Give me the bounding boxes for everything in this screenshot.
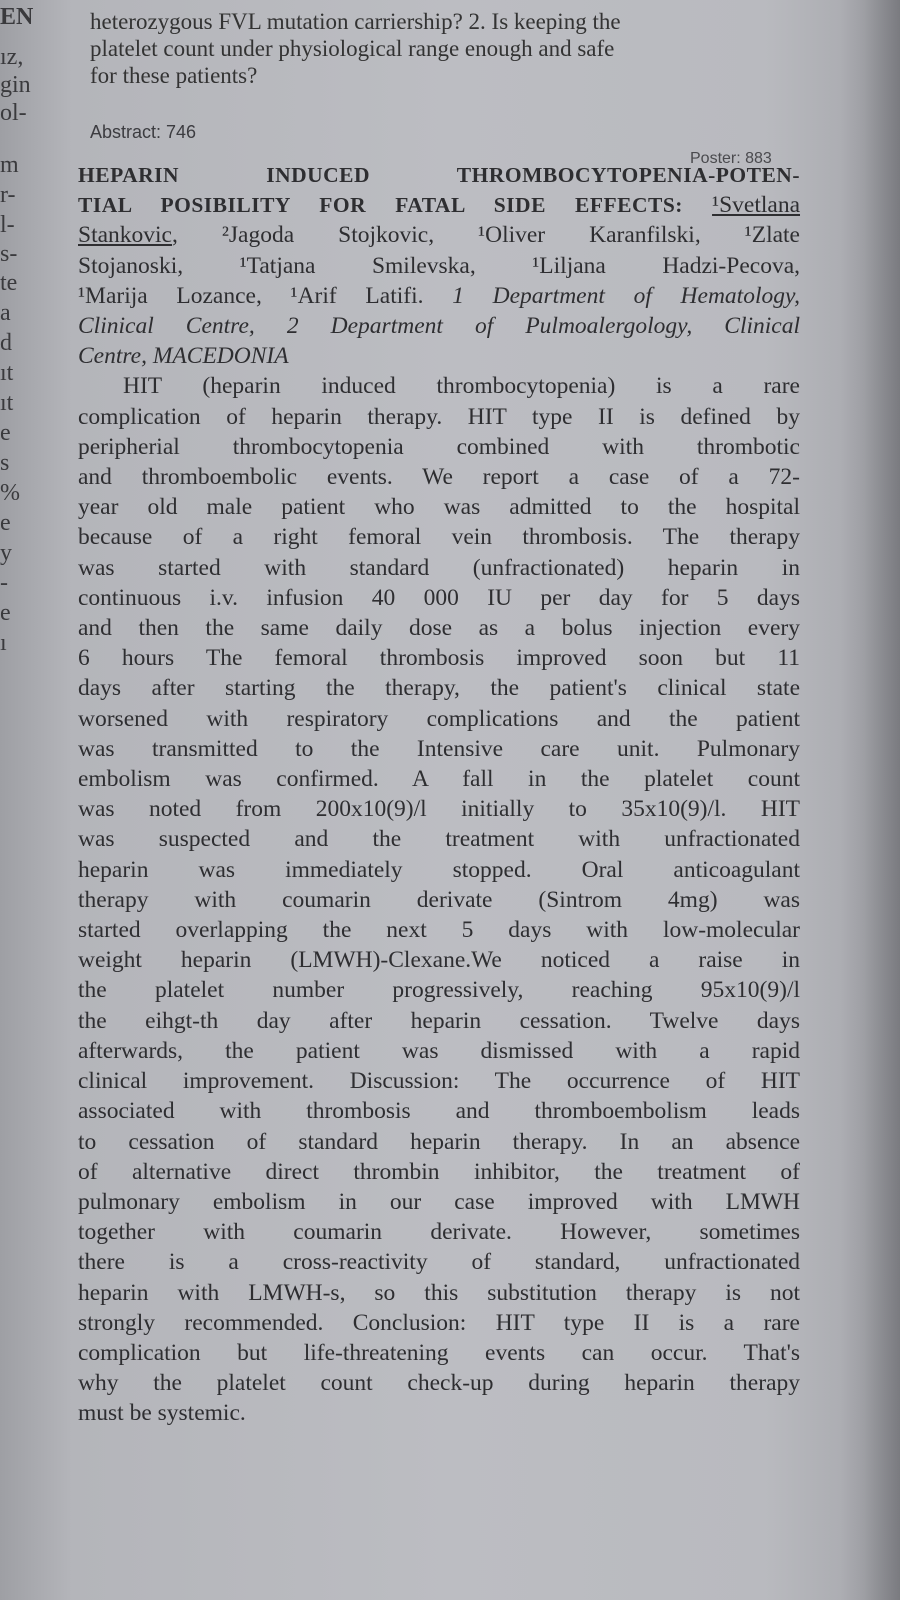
body-text-line: pulmonary embolism in our case improved with LMWH xyxy=(78,1188,800,1215)
left-column-fragment: s xyxy=(0,450,10,476)
left-column-fragment: d xyxy=(0,330,12,356)
previous-abstract-tail xyxy=(90,0,810,89)
abstract-title-line: HEPARIN INDUCED THROMBOCYTOPENIA-POTEN- xyxy=(78,163,800,187)
poster-number: Poster: 883 xyxy=(690,150,772,167)
left-column-fragment: ol- xyxy=(0,100,27,126)
body-text-line: to cessation of standard heparin therapy. In an absence xyxy=(78,1128,800,1155)
left-column-fragment: te xyxy=(0,270,18,296)
body-text-line: year old male patient who was admitted to the hospital xyxy=(78,494,800,521)
body-text-line: embolism was confirmed. A fall in the platelet count xyxy=(78,766,800,793)
body-text-line: continuous i.v. infusion 40 000 IU per day for 5 days xyxy=(78,584,800,611)
text-line: platelet count under physiological range enough and safe xyxy=(90,36,615,61)
left-column-fragment: % xyxy=(0,480,20,506)
abstract-title-line: TIAL POSIBILITY FOR FATAL SIDE EFFECTS: xyxy=(78,193,683,218)
body-text-line: HIT (heparin induced thrombocytopenia) is a rare xyxy=(123,373,800,400)
body-text-line: together with coumarin derivate. However, sometimes xyxy=(78,1219,800,1246)
affiliation-text: 1 Department of Hematology, xyxy=(452,282,800,309)
authors-affiliation-line xyxy=(78,281,800,311)
body-text-line: associated with thrombosis and thromboembolism leads xyxy=(78,1098,800,1125)
body-text-line: why the platelet count check-up during heparin therapy xyxy=(78,1370,800,1397)
left-column-fragment: l- xyxy=(0,212,15,238)
left-column-fragment: s- xyxy=(0,241,18,267)
body-text-line: was suspected and the treatment with unfractionated xyxy=(78,826,800,853)
left-column-fragment: ı xyxy=(0,630,7,656)
body-text-line: worsened with respiratory complications and the patient xyxy=(78,705,800,732)
body-text-line: the eihgt-th day after heparin cessation. Twelve days xyxy=(78,1007,800,1034)
text-line: heterozygous FVL mutation carriership? 2. Is keeping the xyxy=(90,9,621,34)
authors-text: , ²Jagoda Stojkovic, ¹Oliver Karanfilski, ¹Zlate xyxy=(172,222,800,249)
left-column-fragment: ız, xyxy=(0,44,24,70)
body-text-line: afterwards, the patient was dismissed with a rapid xyxy=(78,1037,800,1064)
authors-text: ¹Marija Lozance, ¹Arif Latifi. xyxy=(78,282,424,309)
left-column-fragment: y xyxy=(0,540,12,566)
body-text-line: of alternative direct thrombin inhibitor, the treatment of xyxy=(78,1158,800,1185)
text-line xyxy=(90,0,810,8)
body-text-line: peripherial thrombocytopenia combined with thrombotic xyxy=(78,433,800,460)
first-author-given-name: ¹Svetlana xyxy=(712,192,801,219)
body-text-line: and thromboembolic events. We report a case of a 72- xyxy=(78,464,800,491)
left-column-fragment: a xyxy=(0,300,11,326)
affiliation-line: Centre, MACEDONIA xyxy=(78,343,289,370)
left-column-fragment: e xyxy=(0,600,11,626)
abstract-body xyxy=(78,371,800,1398)
body-text-line: heparin was immediately stopped. Oral anticoagulant xyxy=(78,856,800,883)
body-text-line: started overlapping the next 5 days with low-molecular xyxy=(78,917,800,944)
left-column-fragment: m xyxy=(0,152,19,178)
left-column-fragment: gin xyxy=(0,72,31,98)
abstract-number: Abstract: 746 xyxy=(90,122,197,142)
authors-line: Stojanoski, ¹Tatjana Smilevska, ¹Liljana Hadzi-Pecova, xyxy=(78,252,800,279)
body-text-line: was noted from 200x10(9)/l initially to 35x10(9)/l. HIT xyxy=(78,796,800,823)
left-column-fragment: EN xyxy=(0,4,34,30)
body-text-line: strongly recommended. Conclusion: HIT type II is a rare xyxy=(78,1309,800,1336)
authors-line xyxy=(78,220,800,250)
body-text-line: complication of heparin therapy. HIT type II is defined by xyxy=(78,403,800,430)
body-text-line: heparin with LMWH-s, so this substitution therapy is not xyxy=(78,1279,800,1306)
body-text-line: there is a cross-reactivity of standard, unfractionated xyxy=(78,1249,800,1276)
body-text-line: clinical improvement. Discussion: The occurrence of HIT xyxy=(78,1068,800,1095)
text-line: for these patients? xyxy=(90,63,258,88)
body-text-line: complication but life-threatening events can occur. That's xyxy=(78,1339,800,1366)
body-text-line: because of a right femoral vein thrombosis. The therapy xyxy=(78,524,800,551)
body-text-line: therapy with coumarin derivate (Sintrom 4mg) was xyxy=(78,886,800,913)
left-column-fragment: e xyxy=(0,510,11,536)
body-text-line: 6 hours The femoral thrombosis improved soon but 11 xyxy=(78,645,800,672)
first-author-surname: Stankovic xyxy=(78,222,172,249)
body-text-line: days after starting the therapy, the patient's clinical state xyxy=(78,675,800,702)
page-gutter-shadow xyxy=(840,0,900,1600)
left-column-fragment: r- xyxy=(0,182,16,208)
body-text-line: the platelet number progressively, reaching 95x10(9)/l xyxy=(78,977,800,1004)
title-authors-line xyxy=(78,190,800,220)
left-column-fragment: - xyxy=(0,570,8,596)
left-column-cutoff xyxy=(0,0,50,1600)
left-column-fragment: e xyxy=(0,420,11,446)
left-column-fragment: ıt xyxy=(0,390,14,416)
affiliation-line: Clinical Centre, 2 Department of Pulmoalergology, Clinical xyxy=(78,313,800,340)
body-text-line: was transmitted to the Intensive care unit. Pulmonary xyxy=(78,735,800,762)
body-text-line: weight heparin (LMWH)-Clexane.We noticed a raise in xyxy=(78,947,800,974)
body-text-line: and then the same daily dose as a bolus injection every xyxy=(78,615,800,642)
abstract-article xyxy=(78,160,800,1429)
left-column-fragment: ıt xyxy=(0,360,14,386)
body-text-line: was started with standard (unfractionated) heparin in xyxy=(78,554,800,581)
body-last-line: must be systemic. xyxy=(78,1400,246,1427)
